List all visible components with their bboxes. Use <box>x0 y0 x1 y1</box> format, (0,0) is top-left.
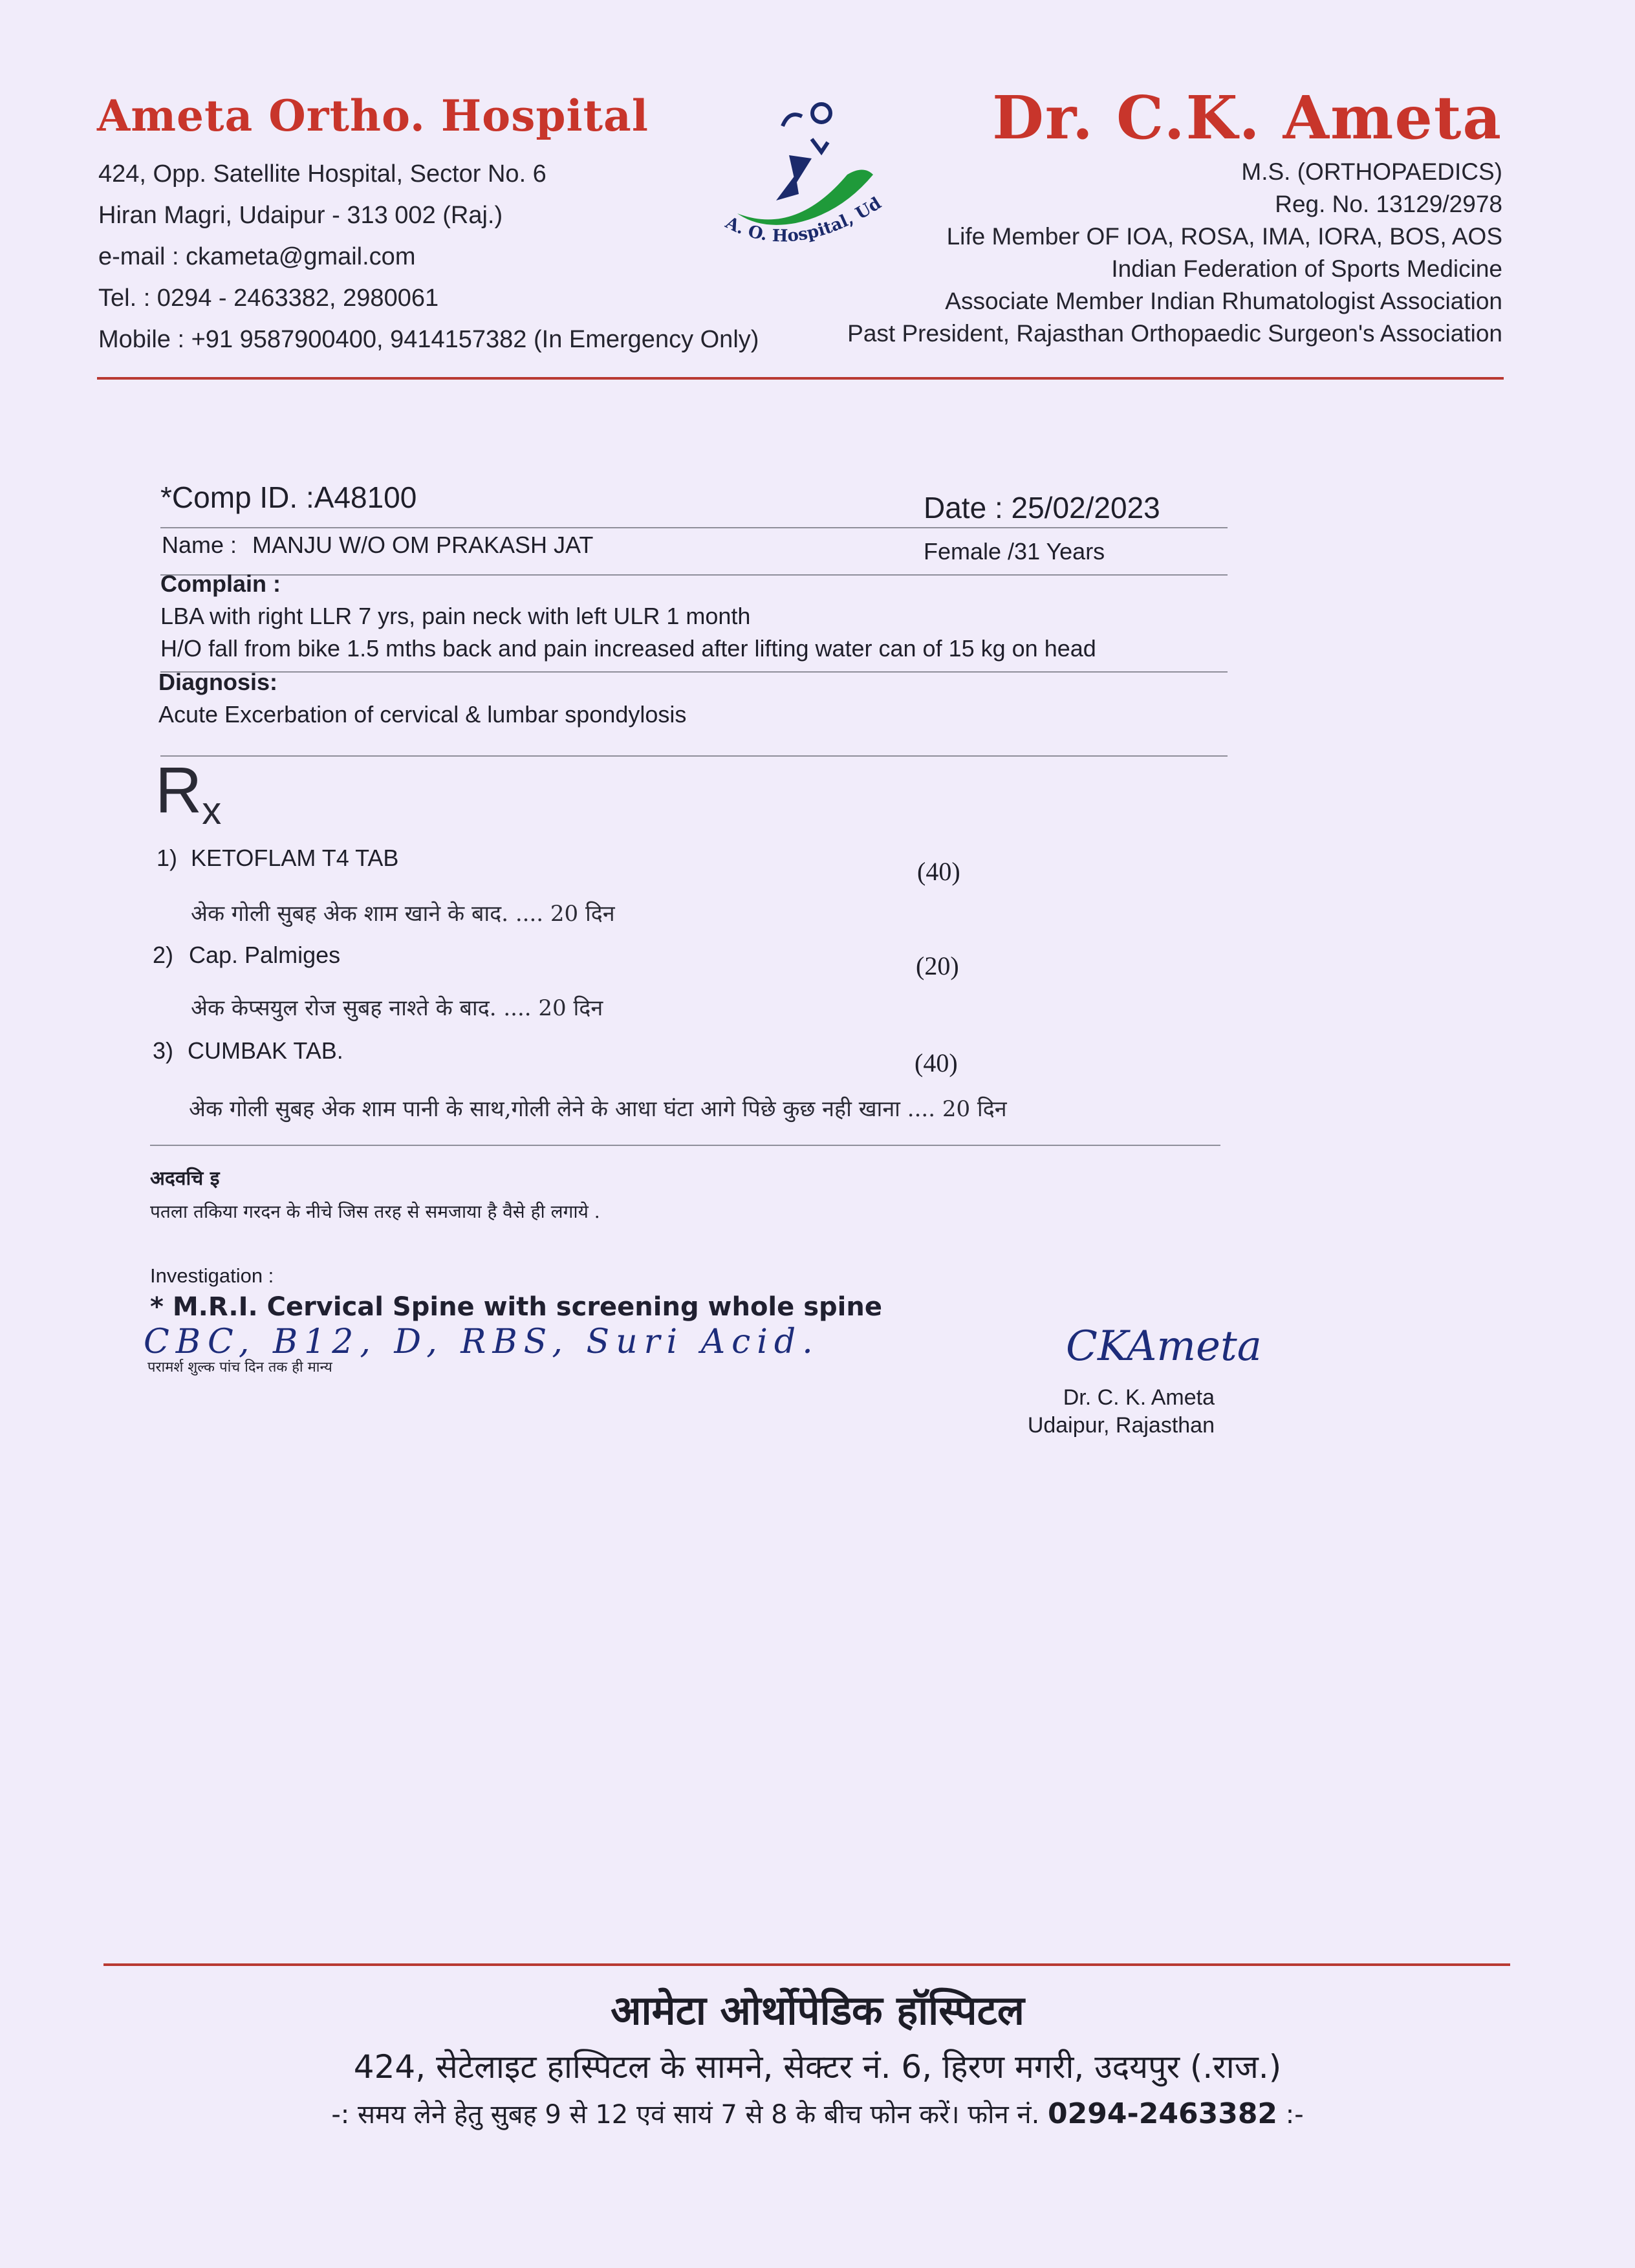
doctor-signature: CKAmeta <box>1066 1323 1262 1370</box>
logo-icon <box>698 97 905 272</box>
medicine-number: 3) <box>153 1037 174 1064</box>
gender-age: Female /31 Years <box>924 538 1105 565</box>
handwritten-tests: CBC, B12, D, RBS, Suri Acid. <box>144 1323 819 1361</box>
rx-symbol: Rx <box>155 754 222 832</box>
email-line: e-mail : ckameta@gmail.com <box>98 243 416 270</box>
address-line-1: 424, Opp. Satellite Hospital, Sector No. 6 <box>98 160 547 188</box>
medicine-name: KETOFLAM T4 TAB <box>191 845 399 871</box>
qualification-1: M.S. (ORTHOPAEDICS) <box>1241 158 1502 185</box>
medicine-number: 2) <box>153 942 174 968</box>
hospital-logo <box>698 97 905 272</box>
diagnosis-label: Diagnosis: <box>158 669 278 695</box>
qualification-4: Indian Federation of Sports Medicine <box>1111 255 1502 282</box>
phone-line: Tel. : 0294 - 2463382, 2980061 <box>98 285 439 312</box>
footer-address: 424, सेटेलाइट हास्पिटल के सामने, सेक्टर नं. 6, हिरण मगरी, उदयपुर (.राज.) <box>353 2048 1282 2086</box>
qualification-5: Associate Member Indian Rhumatologist Association <box>945 288 1502 314</box>
fee-note: परामर्श शुल्क पांच दिन तक ही मान्य <box>147 1359 332 1376</box>
complaint-line-1: LBA with right LLR 7 yrs, pain neck with left ULR 1 month <box>160 603 751 629</box>
diagnosis-text: Acute Excerbation of cervical & lumbar spondylosis <box>158 701 687 728</box>
medicine-instruction: अेक गोली सुबह अेक शाम खाने के बाद. .... 20 दिन <box>191 901 615 927</box>
medicine-instruction: अेक केप्सयुल रोज सुबह नाश्ते के बाद. .... 20 दिन <box>191 995 603 1021</box>
footer-timing-suffix: :- <box>1285 2100 1304 2130</box>
patient-name: MANJU W/O OM PRAKASH JAT <box>252 532 594 558</box>
divider <box>160 671 1228 673</box>
qualification-6: Past President, Rajasthan Orthopaedic Surgeon's Association <box>847 320 1502 347</box>
divider <box>160 574 1228 576</box>
medicine-name: Cap. Palmiges <box>189 942 341 968</box>
header-divider <box>97 377 1504 380</box>
mobile-line: Mobile : +91 9587900400, 9414157382 (In Emergency Only) <box>98 326 759 353</box>
complaint-line-2: H/O fall from bike 1.5 mths back and pain increased after lifting water can of 15 kg on head <box>160 635 1096 662</box>
investigation-text: * M.R.I. Cervical Spine with screening whole spine <box>150 1292 882 1322</box>
comp-id: *Comp ID. :A48100 <box>160 481 417 514</box>
name-label: Name : <box>162 532 237 558</box>
medicine-quantity: (40) <box>917 857 960 886</box>
complaint-label: Complain : <box>160 570 281 597</box>
investigation-label: Investigation : <box>150 1264 274 1287</box>
medicine-quantity: (40) <box>915 1048 958 1077</box>
medicine-name: CUMBAK TAB. <box>188 1037 343 1064</box>
advice-text: पतला तकिया गरदन के नीचे जिस तरह से समजाया है वैसे ही लगाये . <box>150 1201 600 1222</box>
qualification-3: Life Member OF IOA, ROSA, IMA, IORA, BOS, AOS <box>946 223 1502 250</box>
medicine-number: 1) <box>157 845 178 871</box>
footer-timing <box>0 2095 1635 2131</box>
advice-label: अदवचि इ <box>150 1167 220 1190</box>
divider <box>150 1145 1220 1146</box>
signature-name: Dr. C. K. Ameta <box>1063 1385 1215 1410</box>
footer-divider <box>103 1963 1510 1966</box>
medicine-quantity: (20) <box>916 951 959 980</box>
date: Date : 25/02/2023 <box>924 491 1160 524</box>
qualification-2: Reg. No. 13129/2978 <box>1275 191 1502 217</box>
footer-phone: 0294-2463382 <box>1048 2097 1278 2130</box>
hospital-name: Ameta Ortho. Hospital <box>97 91 649 141</box>
doctor-name: Dr. C.K. Ameta <box>992 83 1502 153</box>
signature-place: Udaipur, Rajasthan <box>1027 1413 1215 1438</box>
footer-hospital-name: आमेटा ओर्थोपेडिक हॉस्पिटल <box>611 1987 1024 2034</box>
footer-timing-text: -: समय लेने हेतु सुबह 9 से 12 एवं सायं 7 से 8 के बीच फोन करें। फोन नं. <box>331 2100 1040 2130</box>
address-line-2: Hiran Magri, Udaipur - 313 002 (Raj.) <box>98 202 503 229</box>
svg-text:A. O. Hospital, Udaipur: A. O. Hospital, Ud <box>722 193 885 246</box>
medicine-instruction: अेक गोली सुबह अेक शाम पानी के साथ,गोली लेने के आधा घंटा आगे पिछे कुछ नही खाना .... 20 दिन <box>189 1096 1007 1122</box>
divider <box>160 527 1228 528</box>
divider <box>160 755 1228 757</box>
